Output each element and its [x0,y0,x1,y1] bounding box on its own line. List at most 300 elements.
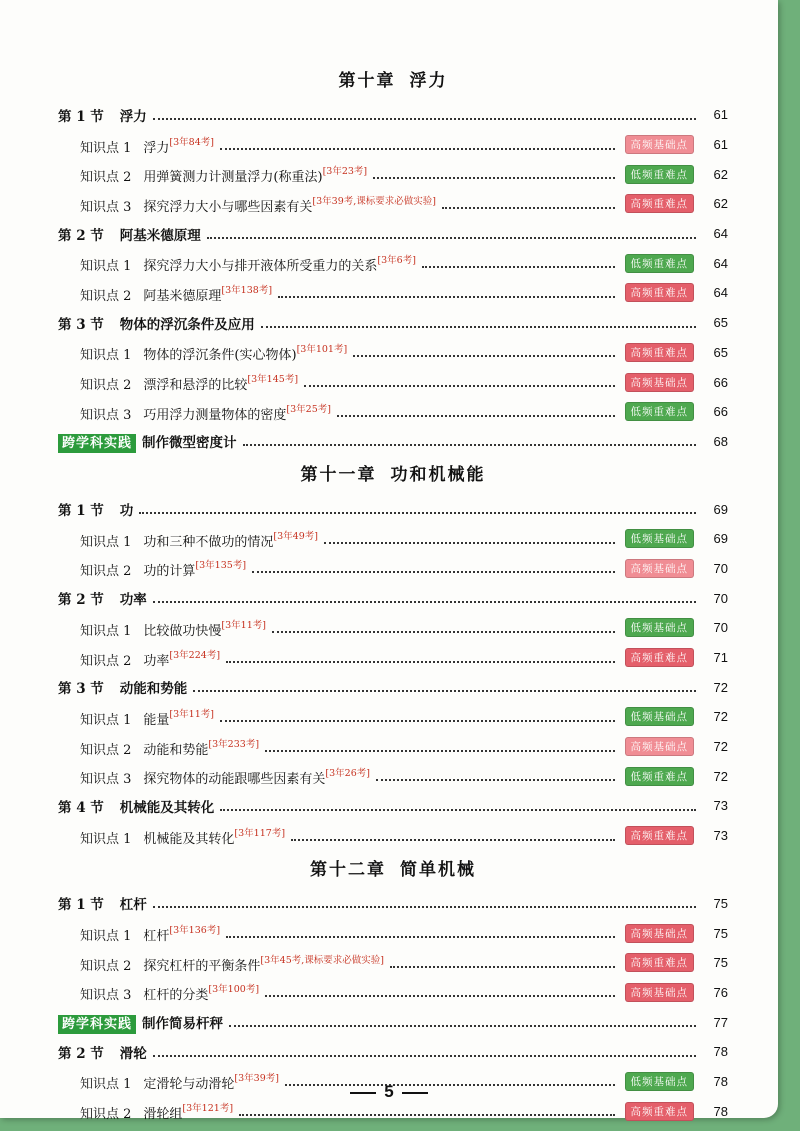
page-number: 65 [713,315,728,331]
point-number: 知识点 1 [80,534,132,550]
section-entry[interactable] [58,308,728,338]
difficulty-badge: 高频重难点 [625,648,695,667]
difficulty-badge: 高频重难点 [625,194,695,213]
note-bracket-close: ] [229,1103,234,1115]
exam-frequency-note [221,620,266,631]
dot-leader [442,207,614,209]
note-bracket-close: ] [242,560,247,572]
point-name: 动能和势能 [143,742,209,758]
note-bracket-close: ] [216,649,221,661]
exam-frequency-note [247,374,298,385]
point-number: 知识点 1 [80,929,132,945]
page-number: 76 [713,984,728,1000]
dot-leader [139,512,696,514]
section-name: 动能和势能 [119,681,188,698]
dot-leader [272,631,615,633]
knowledge-point-entry[interactable] [58,554,728,584]
exam-frequency-note [169,709,214,720]
note-bracket-open: [ [169,708,174,720]
note-bracket-open: [ [325,768,330,780]
point-number: 知识点 3 [80,988,132,1004]
page-number: 64 [713,226,728,242]
dot-leader [265,995,614,997]
page-number: 71 [713,650,728,666]
note-bracket-close: ] [327,403,331,415]
dot-leader [153,601,696,603]
point-number: 知识点 1 [80,1077,132,1093]
point-number: 知识点 3 [80,772,132,788]
dot-leader [229,1025,696,1027]
page-number: 78 [713,1044,728,1060]
exam-frequency-note [323,166,368,177]
note-text: 3年136考 [173,925,217,937]
section-entry[interactable] [58,583,728,613]
section-label [58,313,255,333]
difficulty-badge: 高频重难点 [625,343,695,362]
dot-leader [265,750,614,752]
dot-leader [278,296,614,298]
note-text: 3年6考 [381,255,413,267]
point-name: 杠杆的分类 [143,988,209,1004]
dot-leader [153,906,696,908]
chapter-name: 浮力 [409,71,448,91]
note-bracket-close: ] [275,1073,279,1085]
section-name: 阿基米德原理 [119,227,201,244]
note-bracket-close: ] [210,136,214,148]
point-number: 知识点 2 [80,653,132,669]
difficulty-badge: 高频基础点 [625,373,695,392]
section-name: 功 [119,503,134,520]
section-label [58,105,147,125]
note-bracket-close: ] [268,284,273,296]
note-text: 3年100考 [212,984,256,996]
note-bracket-close: ] [314,530,318,542]
point-label [80,1100,233,1122]
point-name: 功和三种不做功的情况 [143,534,274,550]
point-name: 用弹簧测力计测量浮力(称重法) [143,170,323,186]
chapter-title [58,851,728,889]
point-name: 杠杆 [143,929,170,945]
point-name: 漂浮和悬浮的比较 [143,378,248,394]
note-bracket-close: ] [343,344,348,356]
note-text: 3年25考 [290,403,328,415]
page-number: 72 [713,679,728,695]
point-label [80,134,214,156]
chapter-name: 功和机械能 [390,465,486,486]
point-label [80,193,436,215]
exam-frequency-note [221,285,272,296]
dot-leader [390,966,614,968]
point-number: 知识点 1 [80,140,132,156]
note-bracket-open: [ [169,649,174,661]
chapter-title [58,62,728,100]
note-bracket-open: [ [234,827,239,839]
section-number: 第 3 节 [58,681,104,698]
page-number: 70 [713,590,728,606]
point-label [80,252,416,274]
note-bracket-open: [ [169,925,174,937]
section-name: 滑轮 [119,1045,147,1062]
practice-name: 制作简易杆秤 [142,1016,224,1033]
section-number: 第 1 节 [58,503,104,520]
page-number: 77 [713,1014,728,1030]
point-label [80,647,220,669]
knowledge-point-entry[interactable] [58,643,728,673]
point-name: 阿基米德原理 [143,288,222,304]
note-text: 3年84考 [173,136,211,148]
point-name: 巧用浮力测量物体的密度 [143,407,287,423]
point-number: 知识点 1 [80,623,132,639]
chapter-number: 第十二章 [310,859,386,880]
dot-leader [226,661,614,663]
difficulty-badge: 高频重难点 [625,1102,695,1121]
chapter-title [58,456,728,494]
point-number: 知识点 3 [80,199,132,215]
section-label [58,677,187,697]
page-number: 72 [713,768,728,784]
difficulty-badge: 高频重难点 [625,953,695,972]
exam-frequency-note [312,196,436,207]
difficulty-badge: 低频基础点 [625,707,695,726]
page-number: 69 [713,501,728,517]
difficulty-badge: 高频重难点 [625,826,695,845]
page-number: 75 [713,925,728,941]
page-number: 61 [713,137,728,153]
note-text: 3年121考 [186,1103,230,1115]
dot-leader [376,779,615,781]
dot-leader [337,415,615,417]
exam-frequency-note [169,650,220,661]
point-label [80,736,259,758]
note-bracket-open: [ [208,984,213,996]
knowledge-point-entry[interactable] [58,189,728,219]
footer-dash-right [402,1092,428,1094]
difficulty-badge: 低频基础点 [625,1072,695,1091]
knowledge-point-entry[interactable] [58,338,728,368]
section-number: 第 3 节 [58,316,104,333]
point-name: 机械能及其转化 [143,831,235,847]
note-bracket-open: [ [195,560,200,572]
page-number: 69 [713,531,728,547]
dot-leader [252,571,614,573]
note-bracket-close: ] [432,195,437,207]
note-bracket-close: ] [281,827,286,839]
difficulty-badge: 高频基础点 [625,559,695,578]
page-number: 70 [713,560,728,576]
page-number: 73 [713,798,728,814]
section-entry[interactable] [58,791,728,821]
section-label [58,893,147,913]
page-number: 72 [713,709,728,725]
note-bracket-open: [ [234,1073,239,1085]
point-name: 能量 [143,712,170,728]
exam-frequency-note [195,560,246,571]
section-name: 物体的浮沉条件及应用 [119,316,255,333]
practice-tag: 跨学科实践 [58,1015,136,1034]
point-name: 探究物体的动能跟哪些因素有关 [143,772,326,788]
dot-leader [304,385,614,387]
footer-dash-left [350,1092,376,1094]
knowledge-point-entry[interactable] [58,159,728,189]
point-number: 知识点 2 [80,958,132,974]
difficulty-badge: 低频基础点 [625,529,695,548]
section-number: 第 2 节 [58,227,104,244]
section-label [58,796,214,816]
difficulty-badge: 低频重难点 [625,165,695,184]
dot-leader [193,690,696,692]
section-number: 第 2 节 [58,592,104,609]
point-name: 功的计算 [143,564,196,580]
exam-frequency-note [297,344,348,355]
point-label [80,282,272,304]
page-number: 75 [713,895,728,911]
note-bracket-open: [ [377,255,382,267]
dot-leader [261,326,696,328]
knowledge-point-entry[interactable] [58,732,728,762]
knowledge-point-entry[interactable] [58,978,728,1008]
interdisciplinary-practice-entry[interactable] [58,427,728,457]
note-bracket-close: ] [294,374,299,386]
page-number: 78 [713,1073,728,1089]
point-number: 知识点 3 [80,407,132,423]
section-entry[interactable] [58,100,728,130]
page-number: 66 [713,404,728,420]
note-bracket-open: [ [182,1103,187,1115]
point-name: 探究浮力大小与排开液体所受重力的关系 [143,259,378,275]
page-number: 72 [713,739,728,755]
practice-name: 制作微型密度计 [142,435,237,452]
table-of-contents [58,62,728,1126]
page-number: 64 [713,285,728,301]
section-entry[interactable] [58,1037,728,1067]
point-label [80,341,347,363]
note-text: 3年11考 [173,708,211,720]
dot-leader [353,355,614,357]
note-text: 3年135考 [199,560,243,572]
note-bracket-close: ] [262,619,266,631]
point-label [80,371,298,393]
page-number: 75 [713,955,728,971]
point-number: 知识点 1 [80,259,132,275]
point-label [80,401,331,423]
point-label [80,981,259,1003]
section-name: 杠杆 [119,897,147,914]
practice-tag: 跨学科实践 [58,434,136,453]
section-name: 机械能及其转化 [119,799,215,816]
section-number: 第 4 节 [58,799,104,816]
point-number: 知识点 2 [80,742,132,758]
knowledge-point-entry[interactable] [58,948,728,978]
knowledge-point-entry[interactable] [58,613,728,643]
note-bracket-open: [ [260,954,265,966]
point-label [80,557,246,579]
point-label [80,765,370,787]
point-name: 滑轮组 [143,1107,183,1123]
point-name: 物体的浮沉条件(实心物体) [143,348,297,364]
chapter-number: 第十章 [338,71,396,91]
dot-leader [291,839,614,841]
note-text: 3年39考 [238,1073,276,1085]
note-text: 3年145考 [251,374,295,386]
note-bracket-close: ] [210,708,214,720]
knowledge-point-entry[interactable] [58,130,728,160]
page-number: 78 [713,1103,728,1119]
note-text: 3年138考 [225,284,269,296]
section-number: 第 1 节 [58,897,104,914]
exam-frequency-note [208,984,259,995]
note-bracket-open: [ [221,619,226,631]
section-entry[interactable] [58,889,728,919]
note-bracket-close: ] [255,738,260,750]
exam-frequency-note [182,1103,233,1114]
point-label [80,163,367,185]
knowledge-point-entry[interactable] [58,821,728,851]
chapter-number: 第十一章 [300,465,377,486]
dot-leader [220,720,615,722]
section-label [58,1042,147,1062]
section-entry[interactable] [58,219,728,249]
point-label [80,528,318,550]
note-bracket-open: [ [286,403,291,415]
note-bracket-open: [ [273,530,278,542]
knowledge-point-entry[interactable] [58,397,728,427]
section-number: 第 1 节 [58,108,104,125]
page-number: 65 [713,344,728,360]
point-number: 知识点 2 [80,378,132,394]
point-name: 功率 [143,653,170,669]
page-number: 73 [713,828,728,844]
difficulty-badge: 高频重难点 [625,283,695,302]
note-bracket-open: [ [322,166,327,178]
note-text: 3年117考 [238,827,282,839]
note-bracket-close: ] [412,255,416,267]
point-name: 浮力 [143,140,170,156]
exam-frequency-note [169,137,214,148]
difficulty-badge: 低频重难点 [625,402,695,421]
knowledge-point-entry[interactable] [58,367,728,397]
dot-leader [226,936,614,938]
practice-label [58,1012,223,1032]
note-text: 3年101考 [300,344,344,356]
point-number: 知识点 2 [80,1107,132,1123]
dot-leader [373,177,614,179]
page-number: 61 [713,107,728,123]
note-bracket-open: [ [312,195,317,207]
dot-leader [243,444,696,446]
section-entry[interactable] [58,672,728,702]
page-number: 66 [713,374,728,390]
exam-frequency-note [260,955,384,966]
dot-leader [220,809,696,811]
practice-label [58,431,237,451]
page-number-footer [0,1082,778,1102]
note-bracket-close: ] [366,768,370,780]
note-text: 3年39考,课标要求必做实验 [316,195,433,207]
point-name: 探究杠杆的平衡条件 [143,958,261,974]
page-number: 64 [713,255,728,271]
exam-frequency-note [234,828,285,839]
point-number: 知识点 2 [80,170,132,186]
knowledge-point-entry[interactable] [58,761,728,791]
point-name: 比较做功快慢 [143,623,222,639]
note-bracket-open: [ [221,284,226,296]
difficulty-badge: 低频重难点 [625,767,695,786]
difficulty-badge: 高频基础点 [625,737,695,756]
exam-frequency-note [208,739,259,750]
section-name: 浮力 [119,108,147,125]
point-number: 知识点 2 [80,564,132,580]
note-bracket-open: [ [208,738,213,750]
point-label [80,825,285,847]
exam-frequency-note [169,925,220,936]
page-number: 5 [384,1082,394,1101]
section-name: 功率 [119,592,147,609]
dot-leader [153,1055,696,1057]
exam-frequency-note [325,768,370,779]
point-label [80,617,266,639]
dot-leader [207,237,696,239]
note-bracket-open: [ [296,344,301,356]
exam-frequency-note [377,255,416,266]
page-number: 70 [713,620,728,636]
point-label [80,952,384,974]
knowledge-point-entry[interactable] [58,248,728,278]
knowledge-point-entry[interactable] [58,918,728,948]
exam-frequency-note [286,404,331,415]
section-label [58,224,201,244]
point-name: 定滑轮与动滑轮 [143,1077,235,1093]
interdisciplinary-practice-entry[interactable] [58,1007,728,1037]
point-number: 知识点 2 [80,288,132,304]
page-number: 62 [713,166,728,182]
point-number: 知识点 1 [80,348,132,364]
note-text: 3年224考 [173,649,217,661]
exam-frequency-note [273,531,318,542]
note-bracket-close: ] [216,925,221,937]
note-text: 3年23考 [326,166,364,178]
knowledge-point-entry[interactable] [58,524,728,554]
note-bracket-close: ] [363,166,368,178]
difficulty-badge: 低频基础点 [625,618,695,637]
point-number: 知识点 1 [80,712,132,728]
knowledge-point-entry[interactable] [58,702,728,732]
dot-leader [153,118,696,120]
note-text: 3年45考,课标要求必做实验 [264,954,381,966]
note-text: 3年233考 [212,738,256,750]
dot-leader [324,542,615,544]
point-label [80,922,220,944]
section-label [58,499,133,519]
note-text: 3年11考 [225,619,263,631]
note-bracket-open: [ [169,136,174,148]
note-bracket-open: [ [247,374,252,386]
knowledge-point-entry[interactable] [58,278,728,308]
point-label [80,706,214,728]
note-bracket-close: ] [380,954,385,966]
chapter-name: 简单机械 [400,859,476,880]
section-entry[interactable] [58,494,728,524]
section-number: 第 2 节 [58,1045,104,1062]
page-number: 62 [713,196,728,212]
difficulty-badge: 高频基础点 [625,135,695,154]
point-number: 知识点 1 [80,831,132,847]
difficulty-badge: 高频基础点 [625,983,695,1002]
dot-leader [220,148,615,150]
dot-leader [239,1114,614,1116]
point-name: 探究浮力大小与哪些因素有关 [143,199,313,215]
note-bracket-close: ] [255,984,260,996]
note-text: 3年26考 [329,768,367,780]
